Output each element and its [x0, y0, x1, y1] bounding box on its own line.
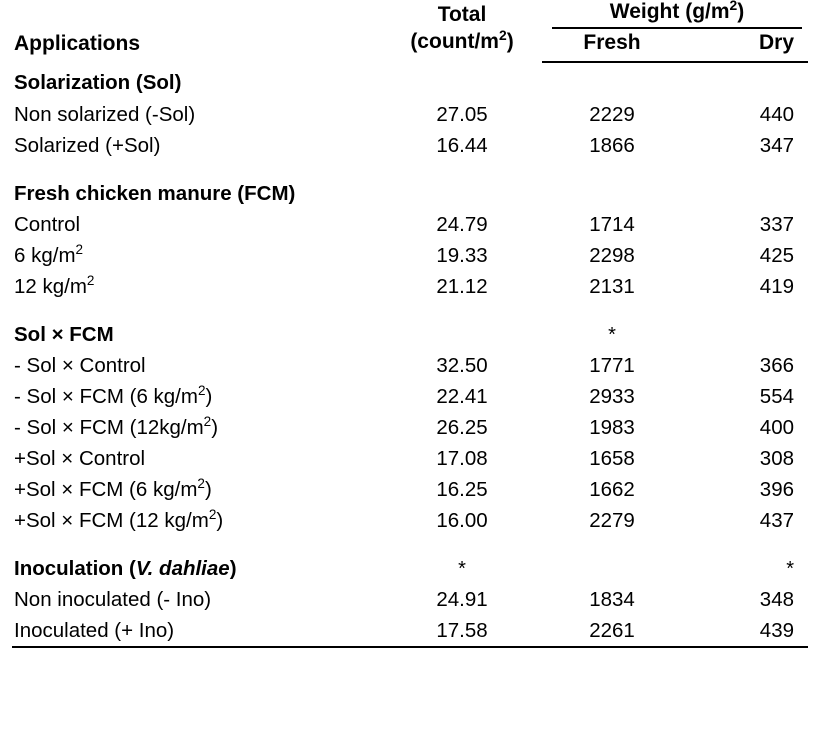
column-header-total-line2: $(count/m^2)$ [410, 27, 514, 54]
row-label: 6 $kg/m^2$ [14, 241, 84, 267]
row-value-dry: 554 [759, 384, 795, 408]
row-value-total: 21.12 [436, 274, 488, 298]
row-value-dry: 440 [759, 102, 795, 126]
table-row [12, 443, 808, 474]
results-table [12, 0, 808, 648]
row-label: Non solarized (-Sol) [14, 102, 196, 126]
table-row [12, 319, 808, 350]
row-value-total: 32.50 [436, 353, 488, 377]
spacer-cell [12, 536, 808, 553]
table-row [12, 505, 808, 536]
row-value-dry [682, 553, 808, 584]
row-value-fresh: 2279 [589, 508, 635, 532]
table-row [12, 412, 808, 443]
significance-marker: * [786, 557, 795, 580]
row-label: +Sol × FCM (6 $kg/m^2$) [14, 475, 212, 501]
row-label: Control [14, 212, 81, 236]
row-value-dry: 419 [759, 274, 795, 298]
row-value-fresh: 2298 [589, 243, 635, 267]
row-label: +Sol × FCM (12 $kg/m^2$) [14, 506, 224, 532]
table-body [12, 62, 808, 647]
row-value-total: 24.79 [436, 212, 488, 236]
header-row-top [12, 0, 808, 31]
spacer-cell [12, 161, 808, 178]
row-value-fresh [542, 62, 682, 99]
row-value-fresh: 2933 [589, 384, 635, 408]
table-row [12, 271, 808, 302]
row-value-dry [682, 62, 808, 99]
table-row [12, 178, 808, 209]
row-label: Inoculated (+ Ino) [12, 615, 382, 647]
row-value-dry: 347 [759, 133, 795, 157]
table-row [12, 584, 808, 615]
row-value-dry: 396 [759, 477, 795, 501]
row-value-total: 24.91 [436, 587, 488, 611]
row-value-dry [682, 178, 808, 209]
row-value-fresh: 1714 [589, 212, 635, 236]
row-value-fresh: 1662 [589, 477, 635, 501]
row-value-total: 19.33 [436, 243, 488, 267]
row-label: Non inoculated (- Ino) [14, 587, 212, 611]
row-value-dry: 308 [759, 446, 795, 470]
table-spacer-row [12, 302, 808, 319]
table-spacer-row [12, 536, 808, 553]
row-value-fresh: 1771 [589, 353, 635, 377]
row-value-dry: 425 [759, 243, 795, 267]
column-header-dry: Dry [682, 31, 808, 62]
row-value-dry: 366 [759, 353, 795, 377]
row-value-fresh: 1983 [589, 415, 635, 439]
row-value-fresh: 2261 [542, 615, 682, 647]
row-value-total: 16.00 [436, 508, 488, 532]
column-header-applications: Applications [14, 32, 141, 55]
table-row [12, 615, 808, 647]
row-value-total: 17.08 [436, 446, 488, 470]
row-value-fresh: 1866 [589, 133, 635, 157]
row-value-total: 22.41 [436, 384, 488, 408]
column-header-total-line1: Total [437, 3, 487, 27]
row-value-fresh [542, 319, 682, 350]
row-value-total [382, 553, 542, 584]
row-value-dry: 400 [759, 415, 795, 439]
table-row [12, 62, 808, 99]
weight-header-rule: Weight $(g/m^2)$ [552, 0, 802, 29]
significance-marker: * [458, 557, 466, 580]
row-value-fresh: 2229 [589, 102, 635, 126]
table-header [12, 0, 808, 62]
row-label: - Sol × Control [14, 353, 146, 377]
row-value-total: 16.44 [436, 133, 488, 157]
row-value-fresh: 1658 [589, 446, 635, 470]
column-header-weight [542, 0, 808, 31]
row-value-dry: 337 [759, 212, 795, 236]
row-label: 12 $kg/m^2$ [14, 272, 95, 298]
row-value-dry: 439 [682, 615, 808, 647]
column-header-fresh: Fresh [542, 31, 682, 62]
row-label: Fresh chicken manure (FCM) [14, 181, 296, 205]
table-row [12, 99, 808, 130]
row-value-total [382, 62, 542, 99]
row-value-total: 27.05 [436, 102, 488, 126]
row-value-fresh [542, 553, 682, 584]
row-value-fresh [542, 178, 682, 209]
table-row [12, 350, 808, 381]
row-label: Solarization (Sol) [14, 71, 182, 94]
significance-marker: * [608, 323, 616, 346]
row-value-total: 26.25 [436, 415, 488, 439]
species-name: V. dahliae [135, 556, 230, 580]
row-label: - Sol × FCM $(12kg/m^2)$ [14, 413, 219, 439]
table-spacer-row [12, 161, 808, 178]
row-value-dry [682, 319, 808, 350]
row-label: Inoculation (V. dahliae) [14, 556, 237, 580]
row-label: Sol × FCM [14, 322, 114, 346]
row-value-total [382, 178, 542, 209]
table-row [12, 381, 808, 412]
table-row [12, 209, 808, 240]
row-label: Solarized (+Sol) [14, 133, 161, 157]
table-row [12, 130, 808, 161]
table-row [12, 474, 808, 505]
row-value-total: 16.25 [436, 477, 488, 501]
row-label: - Sol × FCM (6 $kg/m^2$) [14, 382, 213, 408]
table-row [12, 553, 808, 584]
row-value-fresh: 2131 [589, 274, 635, 298]
row-value-total: 17.58 [382, 615, 542, 647]
row-value-dry: 348 [759, 587, 795, 611]
row-value-dry: 437 [759, 508, 795, 532]
row-value-total [382, 319, 542, 350]
spacer-cell [12, 302, 808, 319]
table-row [12, 240, 808, 271]
column-header-total [382, 0, 542, 62]
row-label: +Sol × Control [14, 446, 146, 470]
row-value-fresh: 1834 [589, 587, 635, 611]
